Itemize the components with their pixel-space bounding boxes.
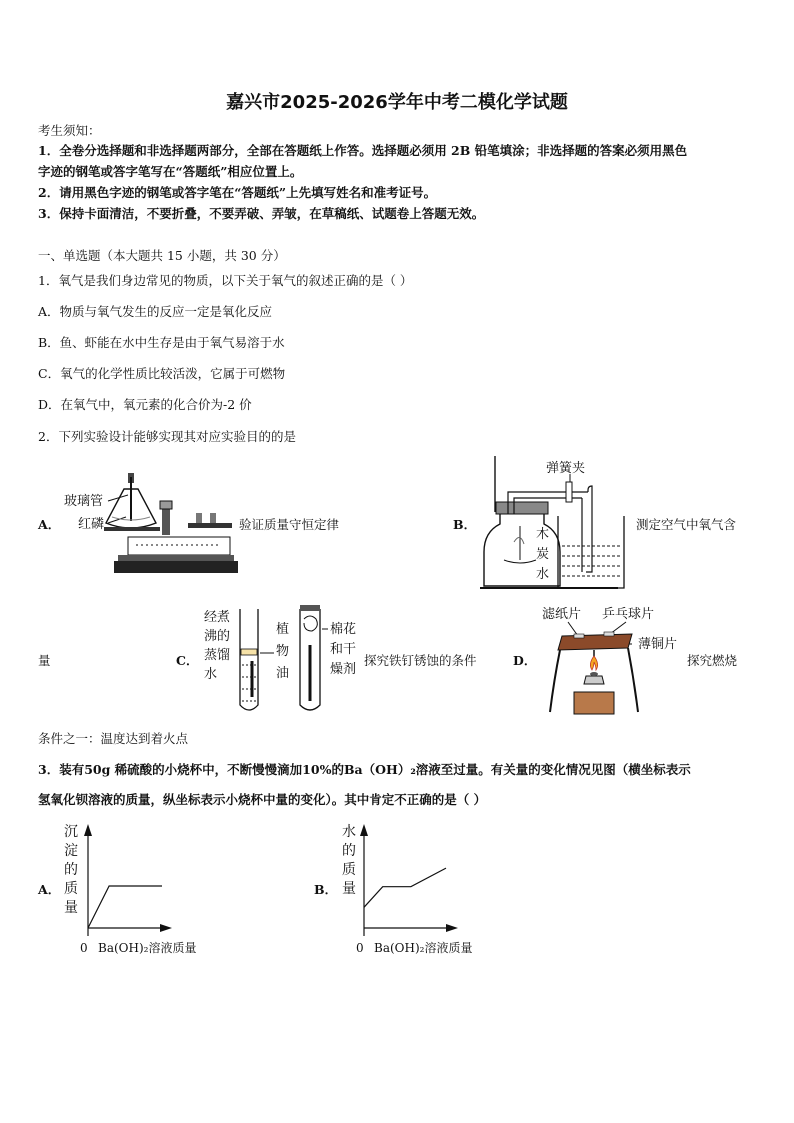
- q3-stem-line2: 氢氧化钡溶液的质量，纵坐标表示小烧杯中量的变化）。其中肯定不正确的是（ ）: [38, 792, 487, 807]
- notice-item-1-cont: 字迹的钢笔或答字笔写在“答题纸”相应位置上。: [38, 164, 303, 179]
- q3-chart-a: [56, 818, 216, 963]
- label-spring-clip: 弹簧夹: [546, 461, 586, 476]
- q2-option-d-text-cont: 条件之一：温度达到着火点: [38, 731, 189, 746]
- chart-b-xlabel: Ba(OH)₂溶液质量: [374, 941, 473, 955]
- label-oil-2: 物: [276, 644, 290, 659]
- section-heading: 一、单选题（本大题共 15 小题，共 30 分）: [38, 248, 286, 263]
- label-cotton-3: 燥剂: [330, 662, 357, 677]
- chart-b-origin: 0: [356, 941, 364, 955]
- combustion-figure: [540, 600, 690, 720]
- q2-option-a-text: 验证质量守恒定律: [239, 517, 340, 532]
- iron-rusting-figure: [200, 605, 360, 717]
- label-oil-1: 植: [276, 622, 290, 637]
- ylabel-char: 淀: [64, 843, 78, 859]
- label-charcoal-1: 木: [536, 527, 550, 542]
- ylabel-char: 的: [64, 862, 78, 878]
- chart-a-origin: 0: [80, 941, 88, 955]
- chart-a-x-arrow: [160, 924, 172, 932]
- label-red-phosphorus: 红磷: [78, 517, 105, 532]
- balance-apparatus-figure: [60, 465, 240, 580]
- q2-option-d-text: 探究燃烧: [687, 653, 738, 668]
- label-filter-paper: 滤纸片: [542, 607, 582, 622]
- label-boiled-2: 沸的: [204, 629, 231, 644]
- notice-item-2: 2．请用黑色字迹的钢笔或答字笔在“答题纸”上先填写姓名和准考证号。: [38, 185, 437, 200]
- q1-stem: 1．氧气是我们身边常见的物质，以下关于氧气的叙述正确的是（ ）: [38, 273, 413, 288]
- page-title: 嘉兴市2025-2026学年中考二模化学试题: [226, 92, 568, 113]
- ylabel-char: 量: [64, 900, 78, 916]
- chart-b-x-arrow: [446, 924, 458, 932]
- label-boiled-4: 水: [204, 667, 218, 682]
- q3-option-a-letter: A．: [38, 882, 61, 897]
- label-boiled-1: 经煮: [204, 610, 231, 625]
- chart-a-ylabel: [64, 824, 78, 916]
- q1-option-a: A．物质与氧气发生的反应一定是氧化反应: [38, 304, 273, 319]
- label-charcoal-2: 炭: [536, 547, 550, 562]
- chart-a-xlabel: Ba(OH)₂溶液质量: [98, 941, 197, 955]
- notice-item-3: 3．保持卡面清洁，不要折叠，不要弄破、弄皱，在草稿纸、试题卷上答题无效。: [38, 206, 485, 221]
- chart-b-series-line: [364, 868, 446, 907]
- label-copper-sheet: 薄铜片: [638, 637, 678, 652]
- q1-option-b: B．鱼、虾能在水中生存是由于氧气易溶于水: [38, 335, 285, 350]
- notice-heading: 考生须知：: [38, 123, 101, 138]
- chart-a-y-arrow: [84, 824, 92, 836]
- q2-option-c-text: 探究铁钉锈蚀的条件: [364, 653, 477, 668]
- ylabel-char: 水: [342, 824, 356, 840]
- q3-stem-line1: 3．装有50g 稀硫酸的小烧杯中，不断慢慢滴加10%的Ba（OH）₂溶液至过量。有关量的变化情况见图（横坐标表示: [38, 762, 691, 777]
- q1-option-d: D．在氧气中，氧元素的化合价为-2 价: [38, 397, 252, 412]
- ylabel-char: 的: [342, 843, 356, 859]
- label-cotton-2: 和干: [330, 642, 357, 657]
- chart-a-series-line: [88, 886, 162, 928]
- q2-option-c-letter: C．: [176, 653, 199, 668]
- label-oil-3: 油: [276, 666, 290, 681]
- label-pingpong: 乒乓球片: [602, 607, 655, 622]
- label-glass-tube: 玻璃管: [64, 494, 104, 509]
- chart-b-y-arrow: [360, 824, 368, 836]
- ylabel-char: 质: [342, 862, 356, 878]
- q1-option-c: C．氧气的化学性质比较活泼，它属于可燃物: [38, 366, 286, 381]
- q2-option-a-letter: A．: [38, 517, 61, 532]
- ylabel-char: 质: [64, 881, 78, 897]
- q3-chart-b: [334, 818, 504, 963]
- ylabel-char: 量: [342, 881, 356, 897]
- label-cotton-1: 棉花: [330, 622, 357, 637]
- q2-option-b-text-cont: 量: [38, 653, 51, 668]
- q2-option-b-letter: B．: [453, 517, 477, 532]
- notice-item-1: 1．全卷分选择题和非选择题两部分，全部在答题纸上作答。选择题必须用 2B 铅笔填涂；非选择题的答案必须用黑色: [38, 143, 688, 158]
- label-boiled-3: 蒸馏: [204, 648, 231, 663]
- q2-option-b-text: 测定空气中氧气含: [636, 517, 737, 532]
- q3-option-b-letter: B．: [314, 882, 338, 897]
- q2-option-d-letter: D．: [513, 653, 537, 668]
- chart-b-ylabel: [342, 823, 356, 897]
- q2-stem: 2．下列实验设计能够实现其对应实验目的的是: [38, 429, 296, 444]
- ylabel-char: 沉: [64, 824, 78, 840]
- label-water: 水: [536, 567, 550, 582]
- oxygen-measurement-figure: [478, 452, 638, 592]
